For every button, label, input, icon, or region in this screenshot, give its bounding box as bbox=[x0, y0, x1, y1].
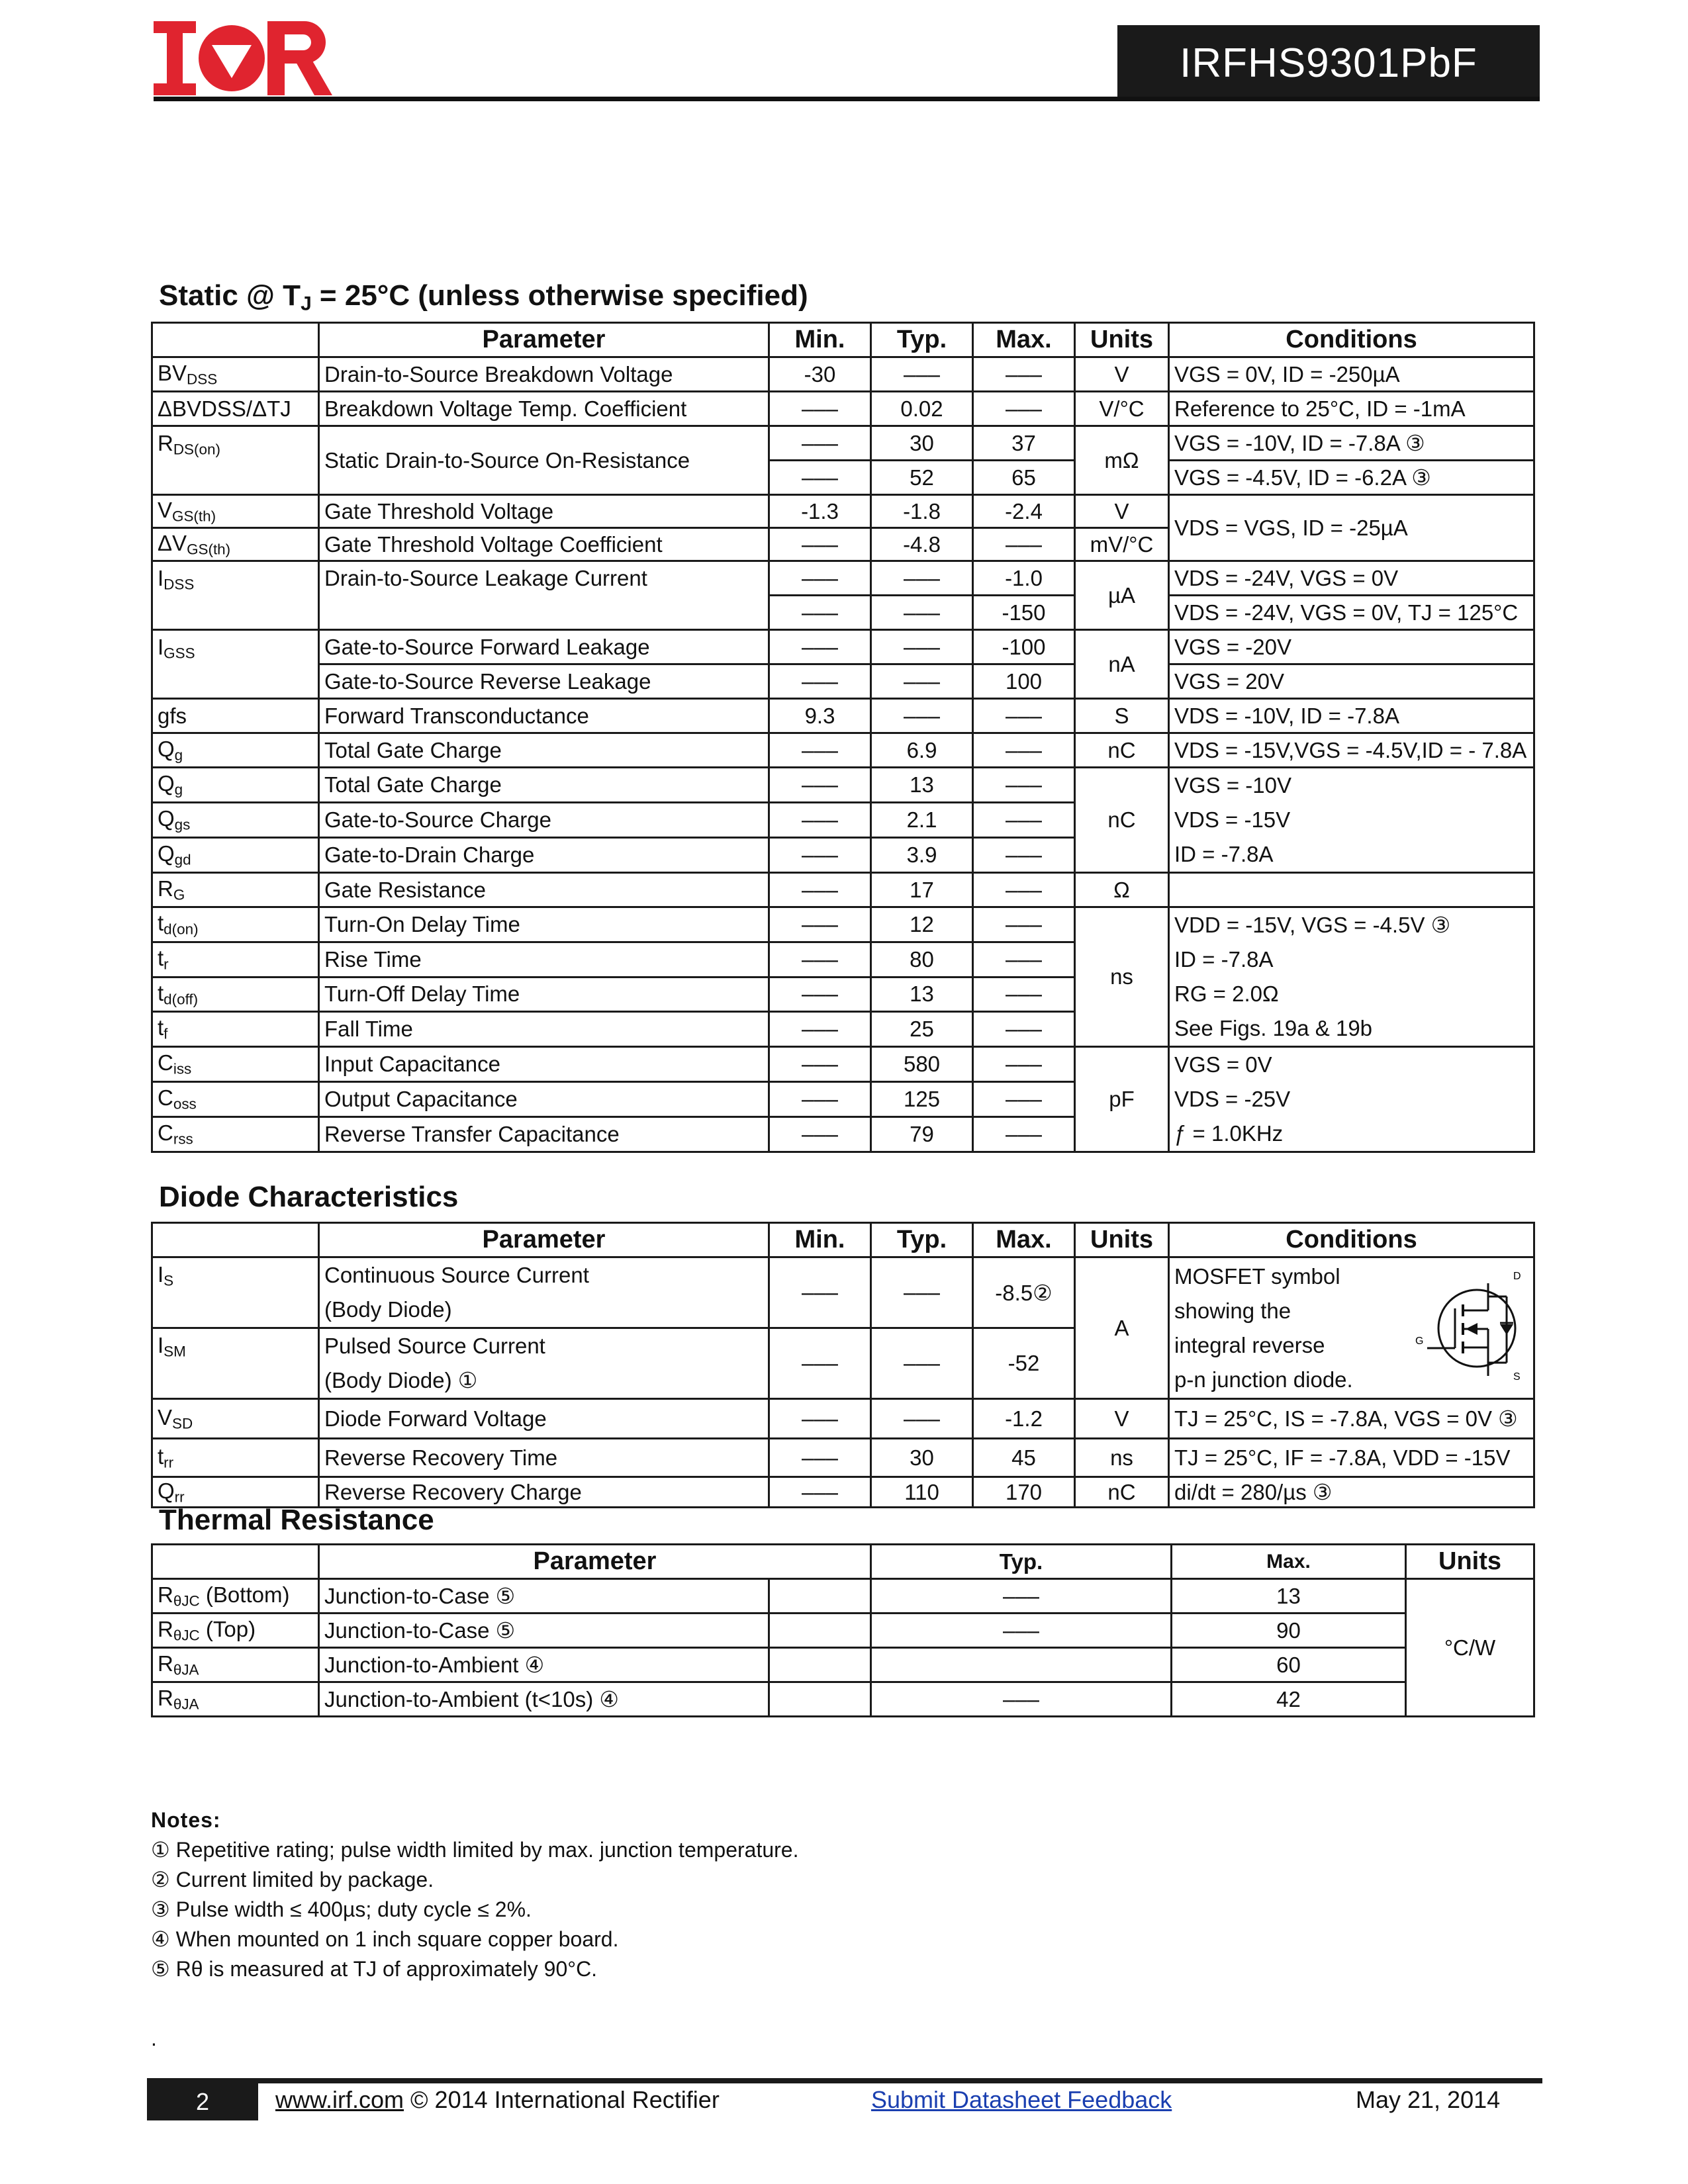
page-number-box bbox=[147, 2083, 258, 2120]
thermal-resistance-table bbox=[151, 1543, 1535, 1717]
table-row: $R_{DS(on)}$ Static Drain-to-Source On-Resistance ––– 30 37 mΩ VGS = -10V, ID = -7.8A ③ bbox=[152, 426, 1534, 461]
part-number: IRFHS9301PbF bbox=[1180, 40, 1477, 86]
static-characteristics-table bbox=[151, 322, 1535, 1153]
diode-section-title: Diode Characteristics bbox=[159, 1181, 459, 1213]
pin-label-d: D bbox=[1513, 1271, 1521, 1282]
table-row: $R_{\theta JA}$ Junction-to-Ambient (t<10s) ④ ––– 42 bbox=[152, 1682, 1534, 1717]
table-header-row: Parameter Typ. Max. Units bbox=[152, 1545, 1534, 1579]
header-rule bbox=[154, 97, 1540, 101]
submit-feedback-link[interactable]: Submit Datasheet Feedback bbox=[871, 2086, 1172, 2113]
table-row: $t_{rr}$ Reverse Recovery Time ––– 30 45 ns TJ = 25°C, IF = -7.8A, VDD = -15V bbox=[152, 1439, 1534, 1477]
footer-rule bbox=[147, 2078, 1542, 2083]
table-row: $Q_g$ Total Gate Charge ––– 6.9 ––– nC VDS = -15V,VGS = -4.5V,ID = - 7.8A bbox=[152, 733, 1534, 768]
table-row: ––– 52 65 VGS = -4.5V, ID = -6.2A ③ bbox=[152, 461, 1534, 495]
notes-title: Notes: bbox=[151, 1808, 221, 1832]
table-row: $C_{rss}$ Reverse Transfer Capacitance ––– 79 ––– bbox=[152, 1117, 1534, 1152]
part-number-banner bbox=[1117, 25, 1540, 101]
table-row: $Q_{gs}$ Gate-to-Source Charge ––– 2.1 ––– bbox=[152, 803, 1534, 838]
mosfet-symbol-icon bbox=[1414, 1270, 1526, 1383]
website-link[interactable]: www.irf.com bbox=[275, 2086, 404, 2113]
notes bbox=[151, 1805, 798, 1984]
table-row: $C_{iss}$ Input Capacitance ––– 580 ––– pF VGS = 0V VDS = -25V ƒ = 1.0KHz bbox=[152, 1047, 1534, 1082]
table-row: $R_{\theta JC}$ (Top) Junction-to-Case ⑤ ––– 90 bbox=[152, 1614, 1534, 1648]
footer-copyright: www.irf.com © 2014 International Rectifier bbox=[275, 2086, 720, 2113]
table-row: $t_r$ Rise Time ––– 80 ––– bbox=[152, 942, 1534, 977]
table-header-row: Parameter Min. Typ. Max. Units Conditions bbox=[152, 323, 1534, 357]
table-row: gfs Forward Transconductance 9.3 ––– ––– S VDS = -10V, ID = -7.8A bbox=[152, 699, 1534, 733]
thermal-section-title: Thermal Resistance bbox=[159, 1504, 434, 1536]
note-item: ⑤ Rθ is measured at TJ of approximately 90°C. bbox=[151, 1957, 598, 1981]
note-item: ④ When mounted on 1 inch square copper board. bbox=[151, 1927, 619, 1951]
table-row: $R_G$ Gate Resistance ––– 17 ––– Ω bbox=[152, 873, 1534, 907]
table-row: $t_{d(on)}$ Turn-On Delay Time ––– 12 ––– ns VDD = -15V, VGS = -4.5V ③ ID = -7.8A RG = 2.0Ω See Figs. 19a & 19b bbox=[152, 907, 1534, 942]
mosfet-symbol-caption: MOSFET symbol showing the integral reverse p-n junction diode. bbox=[1174, 1264, 1353, 1392]
table-row: $I_{SM}$ Pulsed Source Current (Body Diode) ① ––– ––– -52 bbox=[152, 1328, 1534, 1399]
table-row: $I_{GSS}$ Gate-to-Source Forward Leakage ––– ––– -100 nA VGS = -20V bbox=[152, 630, 1534, 664]
trailing-dot: . bbox=[151, 2026, 157, 2050]
static-section-title: Static @ $T_J = 25^\circ C$ (unless otherwise specified) bbox=[159, 279, 808, 315]
table-row: $Q_g$ Total Gate Charge ––– 13 ––– nC VGS = -10V VDS = -15V ID = -7.8A bbox=[152, 768, 1534, 803]
pin-label-s: S bbox=[1513, 1371, 1521, 1383]
table-row: ΔBVDSS/ΔTJ Breakdown Voltage Temp. Coefficient ––– 0.02 ––– V/°C Reference to 25°C, ID = -1mA bbox=[152, 392, 1534, 426]
table-row: $I_S$ Continuous Source Current (Body Diode) ––– ––– -8.5② A MOSFET symbol showing the integral reverse p-n junction diode. D G S bbox=[152, 1257, 1534, 1328]
table-row: ––– ––– -150 VDS = -24V, VGS = 0V, TJ = 125°C bbox=[152, 596, 1534, 630]
table-row: $Q_{rr}$ Reverse Recovery Charge ––– 110 170 nC di/dt = 280/µs ③ bbox=[152, 1477, 1534, 1508]
table-row: $I_{DSS}$ Drain-to-Source Leakage Current ––– ––– -1.0 µA VDS = -24V, VGS = 0V bbox=[152, 561, 1534, 596]
table-row: $Q_{gd}$ Gate-to-Drain Charge ––– 3.9 ––– bbox=[152, 838, 1534, 873]
table-row: Gate-to-Source Reverse Leakage ––– ––– 100 VGS = 20V bbox=[152, 664, 1534, 699]
table-row: $R_{\theta JA}$ Junction-to-Ambient ④ 60 bbox=[152, 1648, 1534, 1682]
table-row: $BV_{DSS}$ Drain-to-Source Breakdown Voltage -30 ––– ––– V VGS = 0V, ID = -250µA bbox=[152, 357, 1534, 392]
table-row: $R_{\theta JC}$ (Bottom) Junction-to-Case ⑤ ––– 13 °C/W bbox=[152, 1579, 1534, 1614]
table-row: $\Delta V_{GS(th)}$ Gate Threshold Voltage Coefficient ––– -4.8 ––– mV/°C bbox=[152, 528, 1534, 561]
ior-logo bbox=[154, 21, 332, 95]
page-number: 2 bbox=[195, 2088, 210, 2115]
pin-label-g: G bbox=[1415, 1336, 1424, 1347]
footer-date: May 21, 2014 bbox=[1356, 2086, 1501, 2113]
diode-characteristics-table bbox=[151, 1222, 1535, 1508]
note-item: ① Repetitive rating; pulse width limited by max. junction temperature. bbox=[151, 1838, 799, 1862]
table-row: $V_{SD}$ Diode Forward Voltage ––– ––– -1.2 V TJ = 25°C, IS = -7.8A, VGS = 0V ③ bbox=[152, 1399, 1534, 1439]
table-row: $V_{GS(th)}$ Gate Threshold Voltage -1.3 -1.8 -2.4 V VDS = VGS, ID = -25µA bbox=[152, 495, 1534, 528]
table-header-row: Parameter Min. Typ. Max. Units Conditions bbox=[152, 1223, 1534, 1257]
table-row: $C_{oss}$ Output Capacitance ––– 125 ––– bbox=[152, 1082, 1534, 1117]
table-row: $t_f$ Fall Time ––– 25 ––– bbox=[152, 1012, 1534, 1047]
note-item: ② Current limited by package. bbox=[151, 1868, 434, 1891]
note-item: ③ Pulse width ≤ 400µs; duty cycle ≤ 2%. bbox=[151, 1897, 532, 1921]
table-row: $t_{d(off)}$ Turn-Off Delay Time ––– 13 ––– bbox=[152, 977, 1534, 1012]
